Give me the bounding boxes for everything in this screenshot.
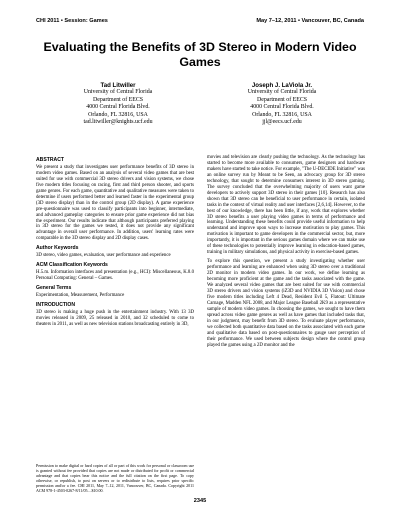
- author-affiliation: University of Central Florida: [83, 89, 153, 96]
- author-block: [36, 82, 364, 126]
- classification-text: H.5.m. Information interfaces and presentation (e.g., HCI): Miscellaneous, K.8.0 Personal Computing: General – Games.: [36, 270, 194, 282]
- body-paragraph-1: movies and television are clearly pushing the technology. As the technology has started to become more available to consumers, game designers and hardware makers have started to take notice. For example, "The U-DECIDE Initiative" was an online survey run by Meant to be Seen, an advocacy group for 3D stereo technology, that sought to determine consumers interest in 3D stereo gaming. The survey concluded that the overwhelming majority of users want game developers to actively support 3D stereo in their games [10]. Research has also shown that 3D stereo can be beneficial to user performance in certain, isolated tasks in the context of virtual reality and user interfaces [2,6,14]. However, to the best of our knowledge, there has been little, if any, work that explores whether 3D stereo benefits a user playing video games in terms of performance and learning. Understanding these benefits could provide useful information to help understand and improve upon ways to increase motivation to play games. This motivation is important to game developers in the commercial sector, but, more importantly, it is important in the serious games domain where we can make use of these technologies to potentially improve learning in education-based games, training in military simulations, and physical activity in exercise-based games.: [207, 155, 365, 256]
- author-email: tad.litwiller@knights.ucf.edu: [83, 119, 153, 126]
- abstract-text: We present a study that investigates user performance benefits of 3D stereo in modern video games. Based on an analysis of several video games that are best suited for use with commercial 3D stereo drivers and vision systems, we chose five modern titles focusing on racing, first and third person shooter, and sports game genres. For each game, quantitative and qualitative measures were taken to determine if users performed better and learned faster in the experimental group (3D stereo display) than in the control group (2D display). A game experience pre-questionnaire was used to classify participants into beginner, intermediate, and advanced gameplay categories to ensure prior game experience did not bias the experiment. Our results indicate that although participants preferred playing in 3D stereo for the games we tested, it does not provide any significant advantage in overall user performance. In addition, users' learning rates were comparable in the 3D stereo display and 2D display cases.: [36, 164, 194, 242]
- keywords-heading: Author Keywords: [36, 245, 79, 252]
- author-address: 4000 Central Florida Blvd.: [86, 104, 150, 111]
- introduction-text: 3D stereo is making a huge push in the entertainment industry. With 13 3D movies released in 2009, 25 released in 2010, and 32 scheduled to come to theaters in 2011, as well as new television stations broadcasting entirely in 3D,: [36, 309, 194, 327]
- page-number: 2345: [193, 498, 207, 504]
- author-department: Department of EECS: [92, 96, 144, 103]
- author-department: Department of EECS: [256, 96, 308, 103]
- keywords-text: 3D stereo, video games, evaluation, user performance and experience: [36, 253, 171, 259]
- author-city: Orlando, FL 32816, USA: [252, 111, 312, 118]
- classification-heading: ACM Classification Keywords: [36, 262, 108, 269]
- author-city: Orlando, FL 32816, USA: [88, 111, 148, 118]
- body-paragraph-2: To explore this question, we present a study investigating whether user performance and learning are enhanced when using 3D stereo over a traditional 2D monitor in modern video games. In our work, we define learning as becoming more proficient at the game and the tasks associated with the game. We analyzed several video games that are best suited for use with commercial 3D stereo drivers and vision systems (iZ3D and NVIDIA 3D Vision) and chose five modern titles including Left 4 Dead, Resident Evil 5, Flatout: Ultimate Carnage, Madden NFL 2008, and Major League Baseball 2K9 as a representative sample of modern video games. In choosing the games, we sought to have them spread across video game genres as well as have games that included tasks that, in our judgment, may benefit from 3D stereo. To evaluate player performance, we collected both quantitative data based on the tasks associated with each game and qualitative data based on post-questionnaires to gauge user perception of their performance. We used between subjects design where the control group played the games using a 2D monitor and the: [207, 259, 365, 348]
- author-affiliation: University of Central Florida: [247, 89, 317, 96]
- general-terms-heading: General Terms: [36, 285, 72, 292]
- author-1: [36, 82, 200, 126]
- author-name: Joseph J. LaViola Jr.: [251, 82, 313, 89]
- author-address: 4000 Central Florida Blvd.: [250, 104, 314, 111]
- author-email: jjl@eecs.ucf.edu: [262, 119, 302, 126]
- introduction-heading: INTRODUCTION: [36, 302, 76, 309]
- paper-title: Evaluating the Benefits of 3D Stereo in Modern Video Games: [43, 40, 357, 69]
- author-name: Tad Litwiller: [100, 82, 136, 89]
- copyright-footnote: Permission to make digital or hard copies of all or part of this work for personal or classroom use is granted without fee provided that copies are not made or distributed for profit or commercial advantage and that copies bear this notice and the full citation on the first page. To copy otherwise, or republish, to post on servers or to redistribute to lists, requires prior specific permission and/or a fee. CHI 2011, May 7–12, 2011, Vancouver, BC, Canada. Copyright 2011 ACM 978-1-4503-0267-8/11/05....$10.00.: [36, 463, 194, 494]
- right-column: [207, 155, 365, 352]
- left-column: [36, 155, 194, 331]
- abstract-heading: ABSTRACT: [36, 157, 65, 163]
- running-header: [36, 18, 364, 24]
- author-2: [200, 82, 364, 126]
- header-right: May 7–12, 2011 • Vancouver, BC, Canada: [256, 18, 364, 24]
- general-terms-text: Experimentation, Measurement, Performance: [36, 293, 125, 299]
- header-left: CHI 2011 • Session: Games: [36, 18, 108, 24]
